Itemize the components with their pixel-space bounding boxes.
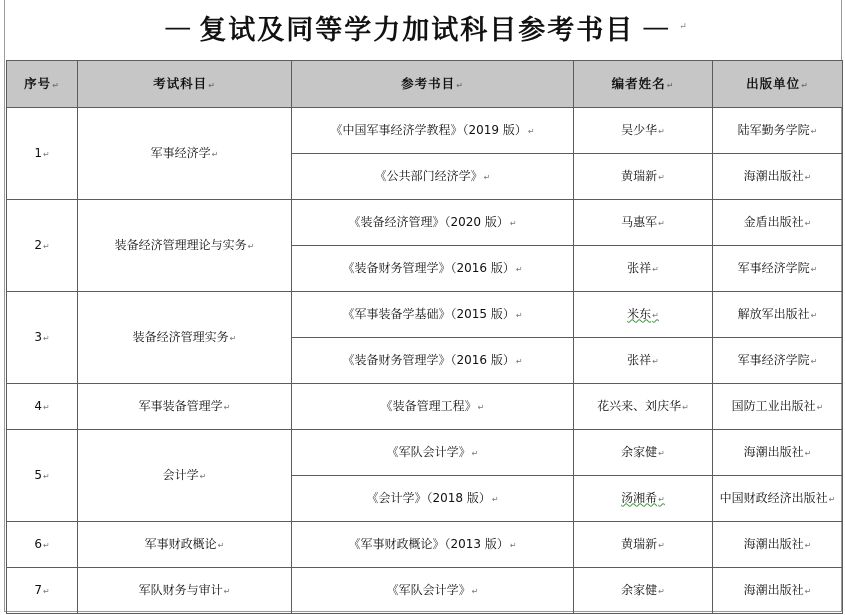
table-row (7, 522, 843, 568)
publisher-cell: 金盾出版社 ↵ (713, 200, 843, 246)
publisher-cell: 国防工业出版社 ↵ (713, 384, 843, 430)
book-title-cell: 《装备财务管理学》（2016 版） ↵ (292, 338, 574, 384)
author-cell: 吴少华 ↵ (574, 108, 713, 154)
subject-cell: 装备经济管理实务 ↵ (78, 292, 292, 384)
header-author: 编者姓名 ↵ (574, 61, 713, 108)
publisher-cell: 中国财政经济出版社 ↵ (713, 476, 843, 522)
table-row (7, 568, 843, 614)
author-cell: 黄瑞新 ↵ (574, 522, 713, 568)
table-row (7, 108, 843, 154)
book-title-cell: 《军队会计学》 ↵ (292, 568, 574, 614)
table-row (7, 384, 843, 430)
row-number: 7 ↵ (7, 568, 78, 614)
row-number: 1 ↵ (7, 108, 78, 200)
book-title-cell: 《军事财政概论》（2013 版） ↵ (292, 522, 574, 568)
reference-book-table (6, 60, 843, 614)
book-title-cell: 《公共部门经济学》 ↵ (292, 154, 574, 200)
header-publisher: 出版单位 ↵ (713, 61, 843, 108)
row-number: 5 ↵ (7, 430, 78, 522)
paragraph-mark-icon: ↵ (679, 22, 689, 32)
publisher-cell: 海潮出版社 ↵ (713, 154, 843, 200)
table-row (7, 200, 843, 246)
publisher-cell: 军事经济学院 ↵ (713, 246, 843, 292)
subject-cell: 会计学 ↵ (78, 430, 292, 522)
author-cell: 花兴来、刘庆华 ↵ (574, 384, 713, 430)
row-number: 6 ↵ (7, 522, 78, 568)
author-name: 汤湘希 ↵ (621, 491, 665, 505)
book-title-cell: 《装备管理工程》 ↵ (292, 384, 574, 430)
page-title (0, 4, 845, 50)
subject-cell: 军事财政概论 ↵ (78, 522, 292, 568)
author-cell: 余家健 ↵ (574, 568, 713, 614)
author-cell: 马惠军 ↵ (574, 200, 713, 246)
author-name: 米东 ↵ (627, 307, 659, 321)
row-number: 4 ↵ (7, 384, 78, 430)
header-number: 序号 ↵ (7, 61, 78, 108)
publisher-cell: 海潮出版社 ↵ (713, 430, 843, 476)
author-cell: 黄瑞新 ↵ (574, 154, 713, 200)
header-book: 参考书目 ↵ (292, 61, 574, 108)
subject-cell: 装备经济管理理论与实务 ↵ (78, 200, 292, 292)
publisher-cell: 军事经济学院 ↵ (713, 338, 843, 384)
book-title-cell: 《中国军事经济学教程》（2019 版） ↵ (292, 108, 574, 154)
header-subject: 考试科目 ↵ (78, 61, 292, 108)
table-row (7, 292, 843, 338)
book-title-cell: 《会计学》（2018 版） ↵ (292, 476, 574, 522)
subject-cell: 军队财务与审计 ↵ (78, 568, 292, 614)
title-dash-left: — (164, 11, 192, 43)
publisher-cell: 解放军出版社 ↵ (713, 292, 843, 338)
publisher-cell: 海潮出版社 ↵ (713, 568, 843, 614)
author-cell: 张祥 ↵ (574, 338, 713, 384)
book-title-cell: 《装备经济管理》（2020 版） ↵ (292, 200, 574, 246)
publisher-cell: 陆军勤务学院 ↵ (713, 108, 843, 154)
row-number: 2 ↵ (7, 200, 78, 292)
subject-cell: 军事装备管理学 ↵ (78, 384, 292, 430)
author-cell (574, 476, 713, 522)
book-title-cell: 《军队会计学》 ↵ (292, 430, 574, 476)
subject-cell: 军事经济学 ↵ (78, 108, 292, 200)
publisher-cell: 海潮出版社 ↵ (713, 522, 843, 568)
book-title-cell: 《装备财务管理学》（2016 版） ↵ (292, 246, 574, 292)
author-cell (574, 292, 713, 338)
title-text: 复试及同等学力加试科目参考书目 (199, 14, 635, 46)
table-row (7, 430, 843, 476)
author-cell: 余家健 ↵ (574, 430, 713, 476)
book-title-cell: 《军事装备学基础》（2015 版） ↵ (292, 292, 574, 338)
table-header-row (7, 61, 843, 108)
row-number: 3 ↵ (7, 292, 78, 384)
author-cell: 张祥 ↵ (574, 246, 713, 292)
title-dash-right: — (642, 11, 670, 43)
